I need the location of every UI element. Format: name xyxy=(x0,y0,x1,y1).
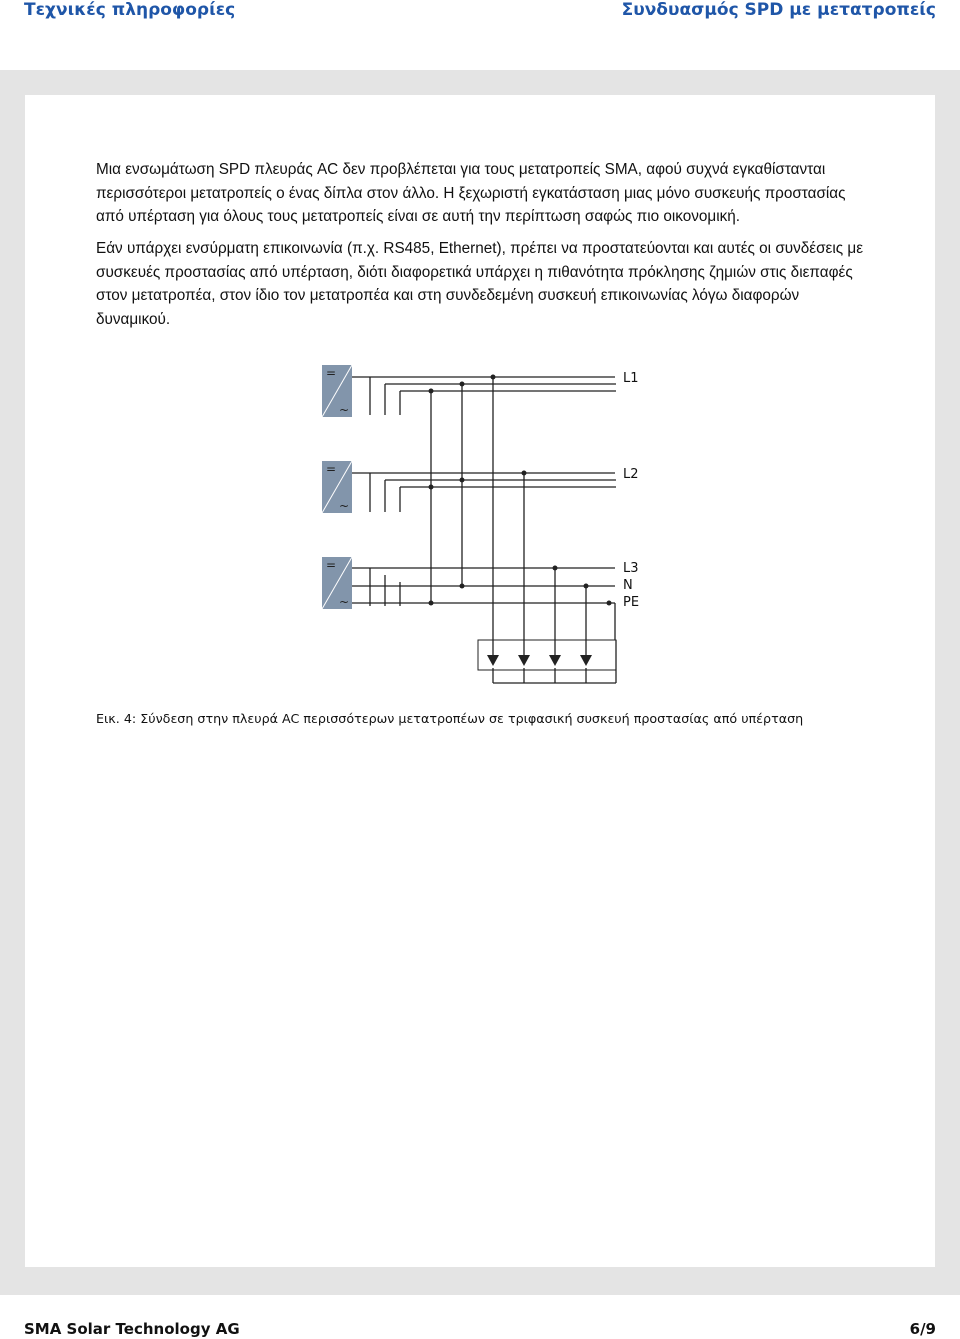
dc-symbol: = xyxy=(326,462,337,476)
footer-company: SMA Solar Technology AG xyxy=(24,1320,240,1338)
inverter-3 xyxy=(322,557,352,609)
ac-symbol: ~ xyxy=(339,499,350,513)
ac-symbol: ~ xyxy=(339,595,350,609)
arrester-icon xyxy=(518,655,530,666)
arrester-icon xyxy=(549,655,561,666)
dc-symbol: = xyxy=(326,558,337,572)
label-n: N xyxy=(623,578,633,593)
dc-symbol: = xyxy=(326,366,337,380)
figure-caption: Εικ. 4: Σύνδεση στην πλευρά AC περισσότερων μετατροπέων σε τριφασική συσκευή προστασίας από υπέρταση xyxy=(96,711,804,726)
spd-arresters xyxy=(487,655,592,666)
paragraph-spd-integration: Μια ενσωμάτωση SPD πλευράς AC δεν προβλέπεται για τους μετατροπείς SMA, αφού συχνά εγκαθίστανται περισσότεροι μετατροπείς ο ένας δίπλα στον άλλο. Η ξεχωριστή εγκατάσταση μιας μόνο συσκευής προστασίας από υπέρταση για όλους τους μετατροπείς είναι σε αυτή την περίπτωση σαφώς πιο οικονομική. xyxy=(96,161,846,226)
ac-symbol: ~ xyxy=(339,403,350,417)
arrester-icon xyxy=(580,655,592,666)
label-l1: L1 xyxy=(623,371,639,386)
label-l3: L3 xyxy=(623,561,639,576)
label-pe: PE xyxy=(623,595,640,610)
inverter-2 xyxy=(322,461,352,513)
header-section-title: Τεχνικές πληροφορίες xyxy=(24,0,236,20)
inverter-1 xyxy=(322,365,352,417)
header-document-title: Συνδυασμός SPD με μετατροπείς xyxy=(621,0,936,20)
label-l2: L2 xyxy=(623,467,639,482)
paragraph-wired-communication: Εάν υπάρχει ενσύρματη επικοινωνία (π.χ. RS485, Ethernet), πρέπει να προστατεύονται και αυτές οι συνδέσεις με συσκευές προστασίας από υπέρταση, διότι διαφορετικά υπάρχει η πιθανότητα πρόκλησης ζημιών στις διεπαφές στον μετατροπέα, στον ίδιο τον μετατροπέα και στη συνδεδεμένη συσκευή επικοινωνίας λόγω διαφορών δυναμικού. xyxy=(96,240,864,329)
arrester-icon xyxy=(487,655,499,666)
footer-page-number: 6/9 xyxy=(909,1320,936,1338)
